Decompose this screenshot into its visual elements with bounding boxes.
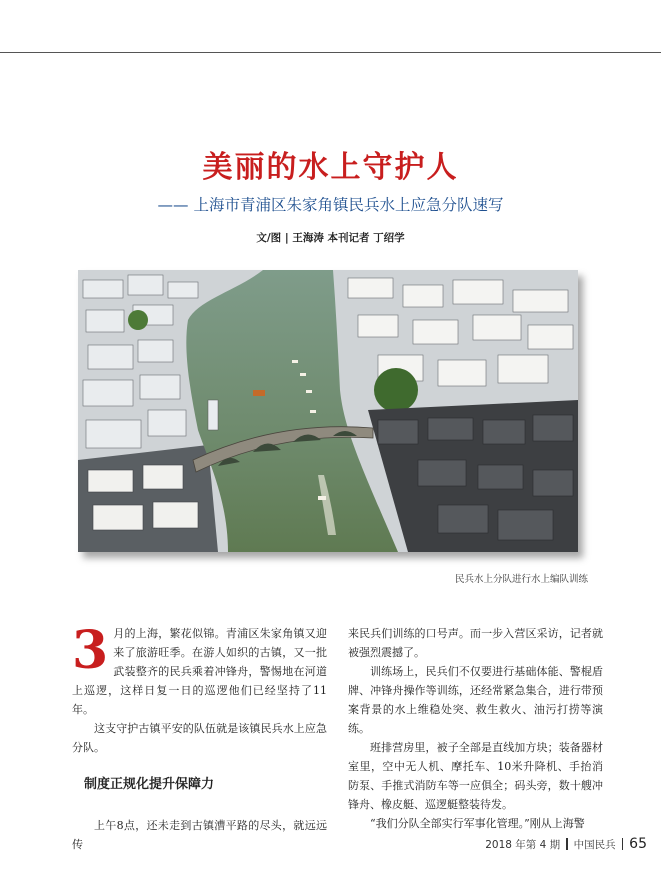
text-column-left [72, 620, 327, 854]
paragraph-unit: 这支守护古镇平安的队伍就是该镇民兵水上应急分队。 [72, 722, 327, 754]
aerial-photo-illustration [78, 270, 578, 552]
article-subtitle: —— 上海市青浦区朱家角镇民兵水上应急分队速写 [157, 196, 504, 214]
section-heading: 制度正规化提升保障力 [84, 777, 215, 792]
photo-caption: 民兵水上分队进行水上编队训练 [454, 574, 588, 585]
text-column-right [348, 624, 603, 833]
paragraph-barracks: 班排营房里，被子全部是直线加方块；装备器材室里，空中无人机、摩托车、10米升降机、手抬消防泵、手推式消防车等一应俱全；码头旁，数十艘冲锋舟、橡皮艇、巡逻艇整装待发。 [348, 741, 603, 811]
top-rule [0, 52, 661, 53]
drop-cap: 3 [72, 620, 109, 681]
page-number: 65 [629, 836, 647, 852]
paragraph-intro-text: 月的上海，繁花似锦。青浦区朱家角镇又迎来了旅游旺季。在游人如织的古镇，又一批武装整齐的民兵乘着冲锋舟，警惕地在河道上巡逻，这样日复一日的巡逻他们已经坚持了11年。 [72, 627, 327, 716]
magazine-name: 中国民兵 [573, 838, 616, 851]
paragraph-continued: 来民兵们训练的口号声。而一步入营区采访，记者就被强烈震撼了。 [348, 627, 603, 659]
footer-divider [566, 838, 568, 850]
issue-label: 2018 年第 4 期 [485, 838, 561, 851]
paragraph-quote: “我们分队全部实行军事化管理。”刚从上海警 [370, 817, 585, 830]
article-title: 美丽的水上守护人 [202, 150, 459, 185]
paragraph-morning: 上午8点，还未走到古镇漕平路的尽头，就远远传 [72, 819, 327, 851]
page-footer [485, 836, 647, 852]
byline: 文/图 | 王海涛 本刊记者 丁绍学 [256, 232, 405, 244]
footer-divider [622, 838, 624, 850]
aerial-photo [78, 270, 578, 552]
paragraph-training: 训练场上，民兵们不仅要进行基础体能、警棍盾牌、冲锋舟操作等训练，还经常紧急集合，进行带预案背景的水上维稳处突、救生救火、油污打捞等演练。 [348, 665, 603, 735]
paragraph-intro [72, 620, 327, 719]
